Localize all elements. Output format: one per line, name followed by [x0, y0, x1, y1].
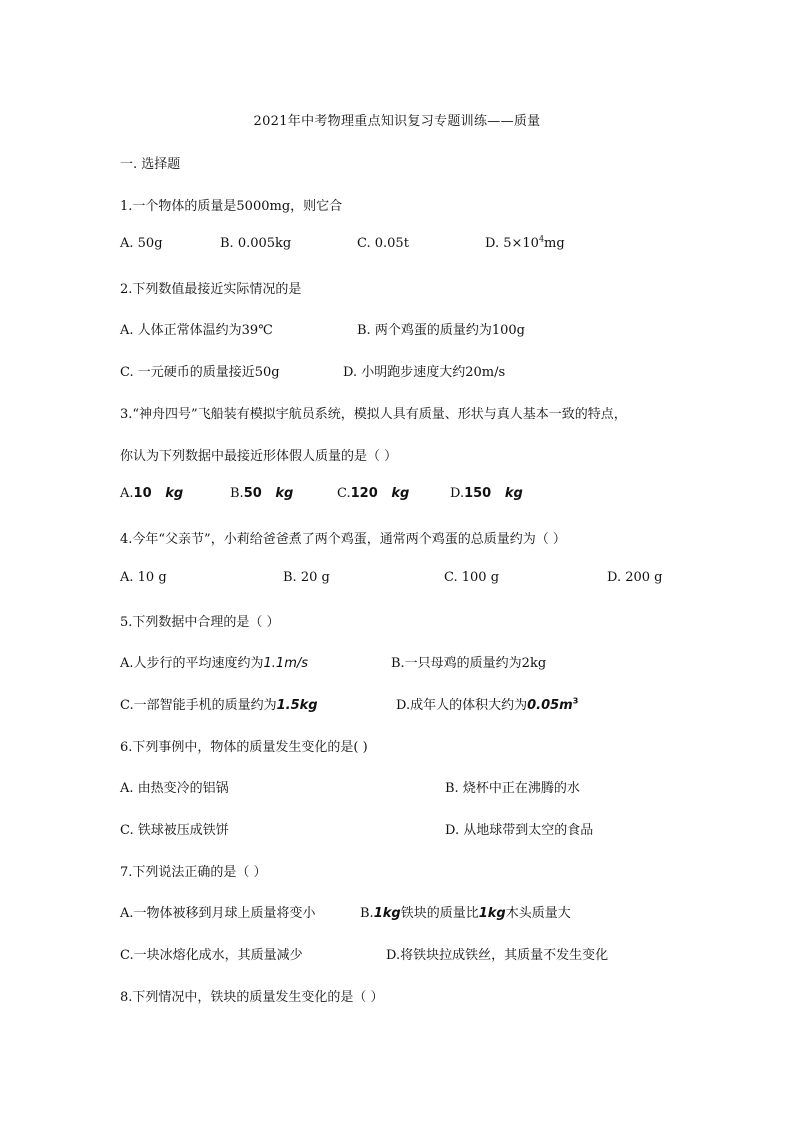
document-title: 2021年中考物理重点知识复习专题训练——质量 [253, 114, 541, 129]
q5-option-c: C.一部智能手机的质量约为1.5kg [120, 698, 318, 713]
q7-option-d: D.将铁块拉成铁丝，其质量不发生变化 [386, 948, 609, 963]
question-2-stem: 2.下列数值最接近实际情况的是 [120, 282, 302, 297]
q3-option-d: D.150 kg [450, 486, 523, 501]
q6-option-b: B. 烧杯中正在沸腾的水 [445, 781, 580, 796]
q4-option-c: C. 100 g [444, 570, 500, 585]
q5-option-b: B.一只母鸡的质量约为2kg [391, 656, 547, 671]
question-3-stem-line2: 你认为下列数据中最接近形体假人质量的是（ ） [120, 449, 398, 464]
q7-option-c: C.一块冰熔化成水，其质量减少 [120, 948, 303, 963]
q1-option-a: A. 50g [120, 236, 163, 251]
q6-option-a: A. 由热变冷的铝锅 [120, 781, 229, 796]
q4-option-a: A. 10 g [120, 570, 167, 585]
q2-option-a: A. 人体正常体温约为39℃ [120, 323, 273, 338]
q2-option-c: C. 一元硬币的质量接近50g [120, 365, 280, 380]
question-5-stem: 5.下列数据中合理的是（ ） [120, 615, 280, 630]
q4-option-d: D. 200 g [607, 570, 663, 585]
q2-option-d: D. 小明跑步速度大约20m/s [343, 365, 506, 380]
q4-option-b: B. 20 g [283, 570, 330, 585]
q6-option-d: D. 从地球带到太空的食品 [445, 823, 594, 838]
q5-option-a: A.人步行的平均速度约为1.1m/s [120, 656, 309, 671]
question-3-stem-line1: 3.“神舟四号”飞船装有模拟宇航员系统，模拟人具有质量、形状与真人基本一致的特点， [120, 407, 627, 422]
q3-option-a: A.10 kg [120, 486, 184, 501]
q3-option-b: B.50 kg [230, 486, 294, 501]
question-1-stem: 1.一个物体的质量是5000mg，则它合 [120, 199, 343, 214]
question-4-stem: 4.今年“父亲节”，小莉给爸爸煮了两个鸡蛋，通常两个鸡蛋的总质量约为（ ） [120, 532, 566, 547]
q1-option-b: B. 0.005kg [220, 236, 292, 251]
q1-option-d: D. $5\times 10^4mg$ [485, 234, 565, 251]
q6-option-c: C. 铁球被压成铁饼 [120, 823, 229, 838]
question-8-stem: 8.下列情况中，铁块的质量发生变化的是（ ） [120, 990, 384, 1005]
section-heading: 一. 选择题 [120, 157, 181, 172]
question-7-stem: 7.下列说法正确的是（ ） [120, 865, 267, 880]
q7-option-b: B.1kg铁块的质量比1kg木头质量大 [360, 906, 571, 921]
q3-option-c: C.120 kg [337, 486, 410, 501]
q5-option-d: D.成年人的体积大约为$0.05m^3$ [396, 696, 579, 713]
question-6-stem: 6.下列事例中，物体的质量发生变化的是( ) [120, 740, 368, 755]
q2-option-b: B. 两个鸡蛋的质量约为100g [357, 323, 525, 338]
q7-option-a: A.一物体被移到月球上质量将变小 [120, 906, 316, 921]
q1-option-c: C. 0.05t [357, 236, 409, 251]
